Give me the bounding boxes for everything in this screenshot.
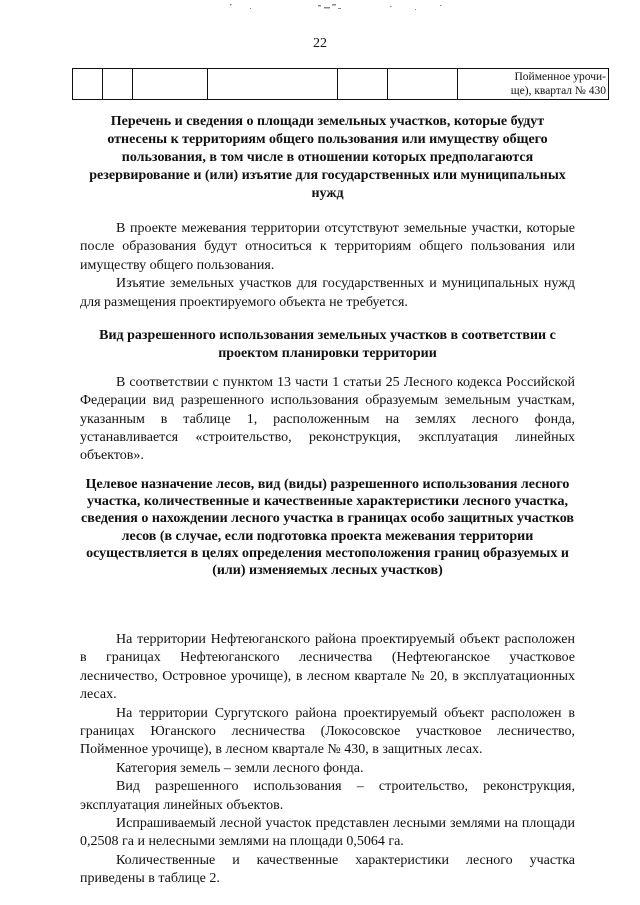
table-cell-location: Пойменное урочи- ще), квартал № 430 [458, 69, 609, 100]
paragraph: Количественные и качественные характеристики лесного участка приведены в таблице 2. [80, 852, 575, 887]
paragraph: На территории Сургутского района проектируемый объект расположен в границах Юганского лесничества (Локосовское участковое лесничество, Пойменное урочище), в лесном квартале № 430, в защитных лесах. [80, 705, 575, 758]
section-heading-forest-purpose: Целевое назначение лесов, вид (виды) разрешенного использования лесного участка, количественные и качественные характеристики лесного участка, сведения о нахождении лесного участка в границах особо защитных участков лесов (в случае, если подготовка проекта межевания территории осуществляется в целях определения местоположения границ образуемых и (или) изменяемых лесных участков) [81, 477, 574, 579]
page-number: 22 [313, 36, 327, 51]
section-body-public-use [80, 220, 575, 312]
paragraph: Изъятие земельных участков для государственных и муниципальных нужд для размещения проектируемого объекта не требуется. [80, 276, 575, 310]
paragraph: В проекте межевания территории отсутствуют земельные участки, которые после образования будут относиться к территориям общего пользования или имуществу общего пользования. [80, 221, 575, 273]
paragraph: Категория земель – земли лесного фонда. [116, 760, 364, 776]
paragraph: На территории Нефтеюганского района проектируемый объект расположен в границах Нефтеюганского лесничества (Нефтеюганское участковое лесничество, Островное урочище), в лесном квартале № 20, в эксплуатационных лесах. [80, 632, 575, 703]
table-cell [103, 69, 133, 100]
section-heading-public-use: Перечень и сведения о площади земельных участков, которые будут отнесены к территориям общего пользования или имуществу общего пользования, в том числе в отношении которых предполагаются резервирование и (или) изъятие для государственных или муниципальных нужд [89, 114, 566, 201]
table-cell [208, 69, 338, 100]
table-cell [73, 69, 103, 100]
table-row [73, 69, 609, 100]
continuation-table [72, 68, 609, 100]
section-heading-permitted-use: Вид разрешенного использования земельных участков в соответствии с проектом планировки территории [99, 328, 556, 361]
table-cell [338, 69, 388, 100]
table-cell [133, 69, 208, 100]
paragraph: Вид разрешенного использования – строительство, реконструкция, эксплуатация линейных объектов. [80, 779, 575, 813]
table-cell [388, 69, 458, 100]
section-body-forest-purpose [80, 631, 575, 889]
scan-artifact [190, 0, 470, 20]
paragraph: В соответствии с пунктом 13 части 1 статьи 25 Лесного кодекса Российской Федерации вид разрешенного использования образуемым земельным участкам, указанным в таблице 1, расположенным на землях лесного фонда, устанавливается «строительство, реконструкция, эксплуатация линейных объектов». [80, 375, 575, 464]
paragraph: Испрашиваемый лесной участок представлен лесными землями на площади 0,2508 га и нелесными землями на площади 0,5064 га. [80, 816, 575, 850]
